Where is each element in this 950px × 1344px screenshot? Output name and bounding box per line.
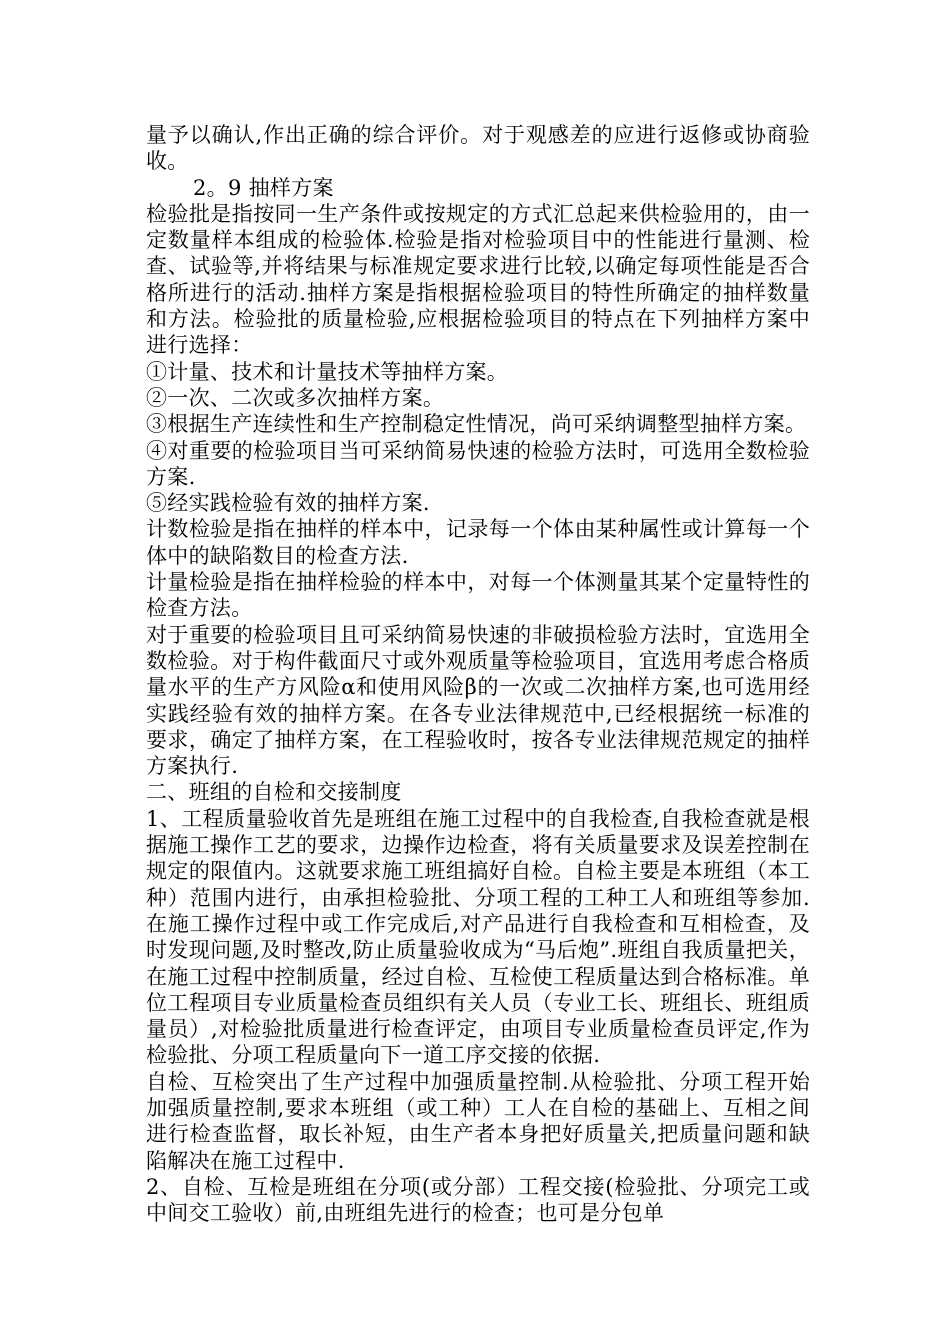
section-heading-sampling-plan: 2。9 抽样方案 — [193, 175, 334, 200]
paragraph-evaluation: 量予以确认,作出正确的综合评价。对于观感差的应进行返修或协商验收。 — [146, 123, 810, 174]
list-item-5: ⑤经实践检验有效的抽样方案. — [146, 491, 430, 516]
document-page — [146, 122, 810, 1226]
paragraph-full-inspection: 对于重要的检验项目且可采纳简易快速的非破损检验方法时，宜选用全数检验。对于构件截面尺寸或外观质量等检验项目，宜选用考虑合格质量水平的生产方风险α和使用风险β的一次或二次抽样方案,也可选用经实践经验有效的抽样方案。在各专业法律规范中,已经根据统一标准的要求，确定了抽样方案，在工程验收时，按各专业法律规范规定的抽样方案执行. — [146, 622, 810, 779]
paragraph-count-inspection: 计数检验是指在抽样的样本中，记录每一个体由某种属性或计算每一个体中的缺陷数目的检查方法. — [146, 517, 810, 568]
paragraph-measurement-inspection: 计量检验是指在抽样检验的样本中，对每一个体测量其某个定量特性的检查方法。 — [146, 570, 810, 621]
paragraph-inspection-lot: 检验批是指按同一生产条件或按规定的方式汇总起来供检验用的，由一定数量样本组成的检验体.检验是指对检验项目中的性能进行量测、检查、试验等,并将结果与标准规定要求进行比较,以确定每项性能是否合格所进行的活动.抽样方案是指根据检验项目的特性所确定的抽样数量和方法。检验批的质量检验,应根据检验项目的特点在下列抽样方案中进行选择： — [146, 201, 810, 358]
list-item-3: ③根据生产连续性和生产控制稳定性情况，尚可采纳调整型抽样方案。 — [146, 412, 807, 437]
paragraph-mutual-inspection: 自检、互检突出了生产过程中加强质量控制.从检验批、分项工程开始加强质量控制,要求本班组（或工种）工人在自检的基础上、互相之间进行检查监督，取长补短，由生产者本身把好质量关,把质量问题和缺陷解决在施工过程中. — [146, 1069, 810, 1173]
section-heading-team-self-inspection: 二、班组的自检和交接制度 — [146, 780, 402, 805]
list-item-1: ①计量、技术和计量技术等抽样方案。 — [146, 359, 509, 384]
paragraph-self-inspection-1: 1、工程质量验收首先是班组在施工过程中的自我检查,自我检查就是根据施工操作工艺的要求，边操作边检查，将有关质量要求及误差控制在规定的限值内。这就要求施工班组搞好自检。自检主要是本班组（本工种）范围内进行，由承担检验批、分项工程的工种工人和班组等参加.在施工操作过程中或工作完成后,对产品进行自我检查和互相检查，及时发现问题,及时整改,防止质量验收成为“马后炮”.班组自我质量把关，在施工过程中控制质量，经过自检、互检使工程质量达到合格标准。单位工程项目专业质量检查员组织有关人员（专业工长、班组长、班组质量员）,对检验批质量进行检查评定，由项目专业质量检查员评定,作为检验批、分项工程质量向下一道工序交接的依据. — [146, 806, 810, 1068]
list-item-2: ②一次、二次或多次抽样方案。 — [146, 385, 445, 410]
paragraph-self-inspection-2: 2、自检、互检是班组在分项(或分部）工程交接(检验批、分项完工或中间交工验收）前,由班组先进行的检查；也可是分包单 — [146, 1174, 810, 1226]
list-item-4: ④对重要的检验项目当可采纳简易快速的检验方法时，可选用全数检验方案. — [146, 438, 810, 489]
